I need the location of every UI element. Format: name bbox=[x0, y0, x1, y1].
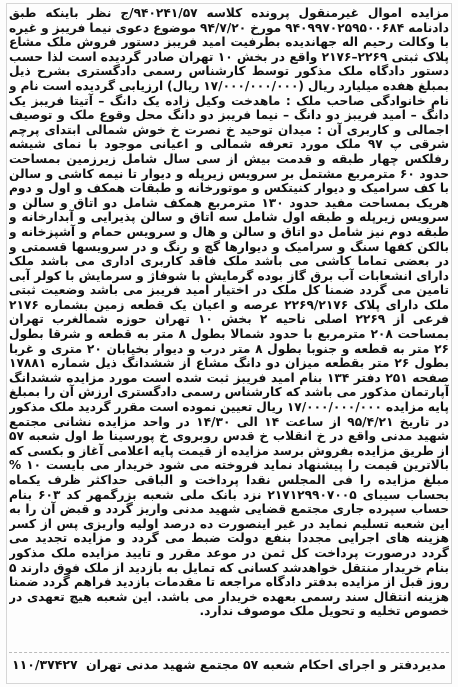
footer-divider bbox=[9, 652, 449, 653]
notice-code: ۱۱۰/۳۷۴۲۷ bbox=[12, 656, 78, 672]
notice-issuer: مدیردفتر و اجرای احکام شعبه ۵۷ مجتمع شهید مدنی تهران bbox=[86, 656, 446, 672]
notice-body-text: مزایده اموال غیرمنقول پرونده کلاسه ۹۴۰۲۴۱/۵۷/ج نظر باینکه طبق دادنامه ۹۴۰۹۹۷۰۲۵۹۵۰۰۶۸۴ مورخ ۹۴/۷/۲۰ موضوع دعوی نیما فریبز و غیره با وکالت رحیم اله جهاندیده بطرفیت امید فریبز دستور فروش ملک مشاع پلاک ثبتی ۲۲۶۹–۲۱۷۶ واقع در بخش ۱۰ تهران صادر گردیده است لذا حسب دستور دادگاه ملک مذکور توسط کارشناس رسمی دادگستری بشرح ذیل بمبلغ هفده میلیارد ریال (۱۷/۰۰۰/۰۰۰/۰۰۰ ریال) ارزیابی گردیده است نام و نام خانوادگی صاحب ملک : ماهدخت وکیل زاده یک دانگ – آتیتا فریبز یک دانگ – امید فریبز دو دانگ – نیما فریبز دو دانگ محل وقوع ملک و توصیف اجمالی و کاربری آن : میدان توحید خ نصرت خ خوش شمالی ابتدای پرچم شرقی پ ۹۷ ملک مورد تعرفه شمالی و اعیانی موجود با نمای شیشه رفلکس چهار طبقه و قدمت بیش از سی سال شامل زیرزمین بمساحت حدود ۶۰ مترمربع مشتمل بر سرویس زیرپله و دیوار تا نیمه کاشی و سالن با کف سرامیک و دیوار کنیتکس و موتورخانه و طبقات همکف و اول و دوم هریک بمساحت مفید حدود ۱۳۰ مترمربع همکف شامل دو اتاق و سالن و سرویس زیرپله و طبقه اول شامل سه اتاق و سالن پذیرایی و آبدارخانه و طبقه دوم نیز شامل دو اتاق و سالن و هال و سرویس حمام و آشپزخانه و بالکن کفها سنگ و سرامیک و دیوارها گچ و رنگ و در سرویسها قسمتی و در بعضی تماما کاشی می باشد ملک فاقد کاربری اداری می باشد ملک دارای انشعابات آب برق گاز بوده گرمایش با شوفاژ و سرمایش با کولر آبی تامین می گردد ضمنا کل ملک در اختیار امید فریبز می باشد وضعیت ثبتی ملک دارای پلاک ۲۲۶۹/۲۱۷۶ عرصه و اعیان یک قطعه زمین بشماره ۲۱۷۶ فرعی از ۲۲۶۹ اصلی ناحیه ۲ بخش ۱۰ تهران حوزه شمالغرب تهران بمساحت ۲۰۸ مترمربع با حدود شمالا بطول ۸ متر به قطعه و شرقا بطول ۲۶ متر به قطعه و جنوبا بطول ۸ متر درب و دیوار بخیابان ۲۰ متری و غربا بطول ۲۶ متر بقطعه میزان دو دانگ مشاع از ششدانگ ذیل شماره ۱۷۸۸۱ صفحه ۲۵۱ دفتر ۱۳۴ بنام امید فریبز ثبت شده است مورد مزایده ششدانگ آپارتمان مذکور می باشد که کارشناس رسمی دادگستری ارزش آن را بمبلغ پایه مزایده ۱۷/۰۰۰/۰۰۰/۰۰۰ ریال تعیین نموده است مقرر گردید ملک مذکور در تاریخ ۹۵/۴/۲۱ از ساعت ۱۴ الی ۱۴/۳۰ در واحد مزایده نشانی مجتمع شهید مدنی واقع در خ انقلاب خ قدس روبروی خ پورسینا ط اول شعبه ۵۷ از طریق مزایده بفروش برسد مزایده از قیمت پایه اعلامی آغاز و بکسی که بالاترین قیمت را پیشنهاد نماید فروخته می شود خریدار می بایست ۱۰ % مبلغ مزایده را فی المجلس نقدا پرداخت و الباقی حداکثر ظرف یکماه بحساب سیبای ۲۱۷۱۲۹۹۰۷۰۰۵ نزد بانک ملی شعبه بزرگمهر کد ۶۰۳ بنام حساب سپرده جاری مجتمع قضایی شهید مدنی واریز گردد و قبض آن را به این شعبه تسلیم نماید در غیر اینصورت ده درصد اولیه واریزی پس از کسر هزینه های اجرایی مجددا بنفع دولت ضبط می گردد و مزایده تجدید می گردد درصورت پرداخت کل ثمن در موعد مقرر و تایید مزایده ملک مذکور بنام خریدار منتقل خواهدشد کسانی که تمایل به بازدید از ملک فوق دارند ۵ روز قبل از مزایده بدفتر دادگاه مراجعه تا مقدمات بازدید فراهم گردد ضمنا هزینه انتقال سند رسمی بعهده خریدار می باشد. این شعبه هیچ تعهدی در خصوص تخلیه و تحویل ملک موصوف ندارد. bbox=[9, 6, 449, 619]
notice-frame bbox=[6, 3, 452, 684]
notice-footer bbox=[12, 655, 446, 673]
